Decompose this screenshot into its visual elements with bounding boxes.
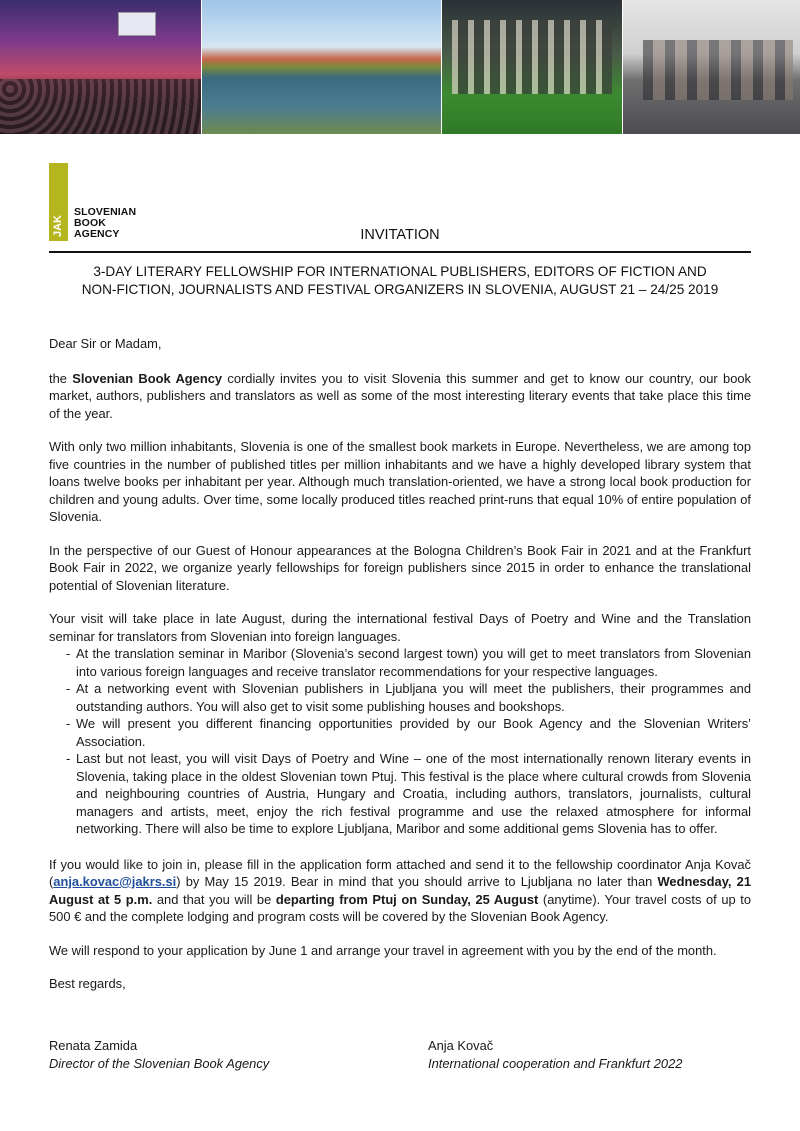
signatory-role: International cooperation and Frankfurt 2022: [428, 1056, 683, 1071]
paragraph-market: With only two million inhabitants, Slovenia is one of the smallest book markets in Europe. Nevertheless, we are among top five countries in the number of published titles per million inhabitants and we have a highly developed library system that loans twelve books per inhabitant per year. Although much translation-oriented, we have a strong local book production for children and young adults. Over time, some locally produced titles reached print-runs that equal 10% of entire population of Slovenia.: [49, 439, 751, 524]
departure-date: departing from Ptuj on Sunday, 25 August: [275, 891, 539, 907]
program-list: [49, 645, 751, 838]
arrival-deadline: Wednesday, 21 August at 5 p.m.: [49, 874, 751, 907]
list-item: - Last but not least, you will visit Days of Poetry and Wine – one of the most internationally renown literary events in Slovenia, taking place in the oldest Slovenian town Ptuj. This festival is the place where cultural crowds from Slovenia and neighbouring countries of Austria, Hungary and Croatia, including authors, translators, journalists, cultural managers and artists, meet, enjoy the rich festival programme and use the relaxed atmosphere for informal networking. There will also be time to explore Ljubljana, Maribor and some additional gems Slovenia has to offer.: [49, 750, 751, 838]
river-town-photo: [202, 0, 442, 134]
paragraph-response: We will respond to your application by June 1 and arrange your travel in agreement with you by the end of the month.: [49, 942, 717, 958]
paragraph-perspective: In the perspective of our Guest of Honour appearances at the Bologna Children’s Book Fair in 2021 and at the Frankfurt Book Fair in 2022, we organize yearly fellowships for foreign publishers since 2015 in order to enhance the translational potential of Slovenian literature.: [49, 542, 751, 593]
document-heading: INVITATION: [360, 227, 440, 243]
paragraph-visit: Your visit will take place in late August, during the international festival Days of Poetry and Wine and the Translation seminar for translators from Slovenian into foreign languages.: [49, 611, 751, 644]
logo-line-2: BOOK: [74, 217, 106, 229]
header-photo-strip: [0, 0, 800, 134]
logo-abbr: JAK: [52, 214, 64, 237]
paragraph-application: If you would like to join in, please fill in the application form attached and send it to the fellowship coordinator Anja Kovač (anja.kovac@jakrs.si) by May 15 2019. Bear in mind that you should arrive to Ljubljana no later than Wednesday, 21 August at 5 p.m. and that you will be departing from Ptuj on Sunday, 25 August (anytime). Your travel costs of up to 500 € and the complete lodging and program costs will be covered by the Slovenian Book Agency.: [49, 856, 751, 924]
signatory-name: Anja Kovač: [428, 1038, 494, 1053]
letter-body: [49, 335, 751, 1009]
document-subtitle: [49, 263, 751, 299]
signature-right: [428, 1037, 682, 1073]
list-item: - We will present you different financing opportunities provided by our Book Agency and the Slovenian Writers’ Association.: [49, 715, 751, 750]
salutation: Dear Sir or Madam,: [49, 336, 162, 351]
signatory-name: Renata Zamida: [49, 1038, 138, 1053]
signatory-role: Director of the Slovenian Book Agency: [49, 1056, 270, 1071]
agency-name: Slovenian Book Agency: [72, 370, 223, 386]
subtitle-line-1: 3-DAY LITERARY FELLOWSHIP FOR INTERNATIONAL PUBLISHERS, EDITORS OF FICTION AND: [93, 264, 707, 279]
closing: Best regards,: [49, 976, 126, 991]
subtitle-line-2: NON-FICTION, JOURNALISTS AND FESTIVAL ORGANIZERS IN SLOVENIA, AUGUST 21 – 24/25 2019: [81, 282, 719, 297]
library-shelves-photo: [442, 0, 622, 134]
logo-line-1: SLOVENIAN: [74, 206, 137, 218]
signature-left: [49, 1037, 269, 1073]
festival-crowd-photo: [0, 0, 202, 134]
logo-line-3: AGENCY: [74, 228, 120, 240]
list-item: - At a networking event with Slovenian publishers in Ljubljana you will meet the publishers, their programmes and outstanding authors. You will also get to visit some publishing houses and bookshops.: [49, 680, 751, 715]
heading-divider: [49, 251, 751, 253]
coordinator-email-link[interactable]: anja.kovac@jakrs.si: [53, 874, 177, 889]
list-item: - At the translation seminar in Maribor (Slovenia’s second largest town) you will get to meet translators from Slovenian into various foreign languages and receive translator recommendations for your respective languages.: [49, 645, 751, 680]
meeting-room-photo: [623, 0, 800, 134]
paragraph-intro: the Slovenian Book Agency cordially invites you to visit Slovenia this summer and get to know our country, our book market, authors, publishers and translators as well as some of the most interesting literary events that take place this time of the year.: [49, 370, 751, 421]
